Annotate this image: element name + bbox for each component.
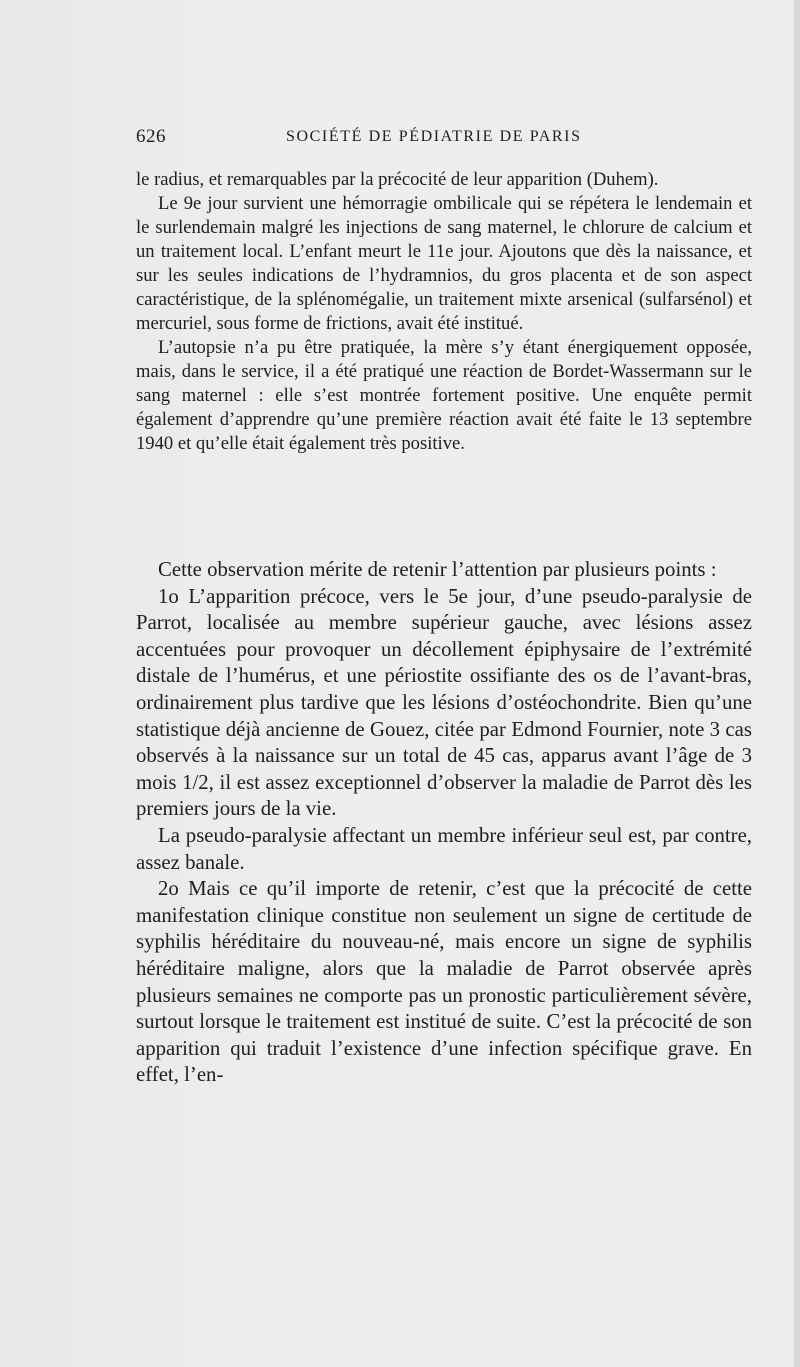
paragraph: Cette observation mérite de retenir l’attention par plusieurs points :: [158, 558, 717, 581]
discussion-text: [136, 557, 752, 1089]
paragraph: L’autopsie n’a pu être pratiquée, la mère s’y étant énergiquement opposée, mais, dans le service, il a été pratiqué une réaction de Bordet-Wassermann sur le sang maternel : elle s’est montrée fortement positive. Une enquête permit également d’apprendre qu’une première réaction avait été faite le 13 septembre 1940 et qu’elle était également très positive.: [136, 337, 752, 454]
case-report-text: [136, 168, 752, 456]
paragraph: le radius, et remarquables par la précocité de leur apparition (Duhem).: [136, 169, 659, 190]
paragraph: 2o Mais ce qu’il importe de retenir, c’est que la précocité de cette manifestation clinique constitue non seulement un signe de certitude de syphilis héréditaire du nouveau-né, mais encore un signe de syphilis héréditaire maligne, alors que la maladie de Parrot observée après plusieurs semaines ne comporte pas un pronostic particulièrement sévère, surtout lorsque le traitement est institué de suite. C’est la précocité de son apparition qui traduit l’existence d’une infection spécifique grave. En effet, l’en-: [136, 877, 752, 1087]
paragraph: Le 9e jour survient une hémorragie ombilicale qui se répétera le lendemain et le surlendemain malgré les injections de sang maternel, le chlorure de calcium et un traitement local. L’enfant meurt le 11e jour. Ajoutons que dès la naissance, et sur les seules indications de l’hydramnios, du gros placenta et de son aspect caractéristique, de la splénomégalie, un traitement mixte arsenical (sulfarsénol) et mercuriel, sous forme de frictions, avait été institué.: [136, 193, 752, 334]
running-title: SOCIÉTÉ DE PÉDIATRIE DE PARIS: [286, 128, 582, 145]
paragraph: La pseudo-paralysie affectant un membre inférieur seul est, par contre, assez banale.: [136, 823, 752, 874]
page-number: 626: [136, 126, 166, 147]
page-header: [136, 126, 756, 150]
paragraph: 1o L’apparition précoce, vers le 5e jour, d’une pseudo-paralysie de Parrot, localisée au membre supérieur gauche, avec lésions assez accentuées pour provoquer un décollement épiphysaire de l’extrémité distale de l’humérus, et une périostite ossifiante des os de l’avant-bras, ordinairement plus tardive que les lésions d’ostéochondrite. Bien qu’une statistique déjà ancienne de Gouez, citée par Edmond Fournier, note 3 cas observés à la naissance sur un total de 45 cas, apparus avant l’âge de 3 mois 1/2, il est assez exceptionnel d’observer la maladie de Parrot dès les premiers jours de la vie.: [136, 584, 752, 821]
page-edge-shadow: [794, 0, 800, 1367]
